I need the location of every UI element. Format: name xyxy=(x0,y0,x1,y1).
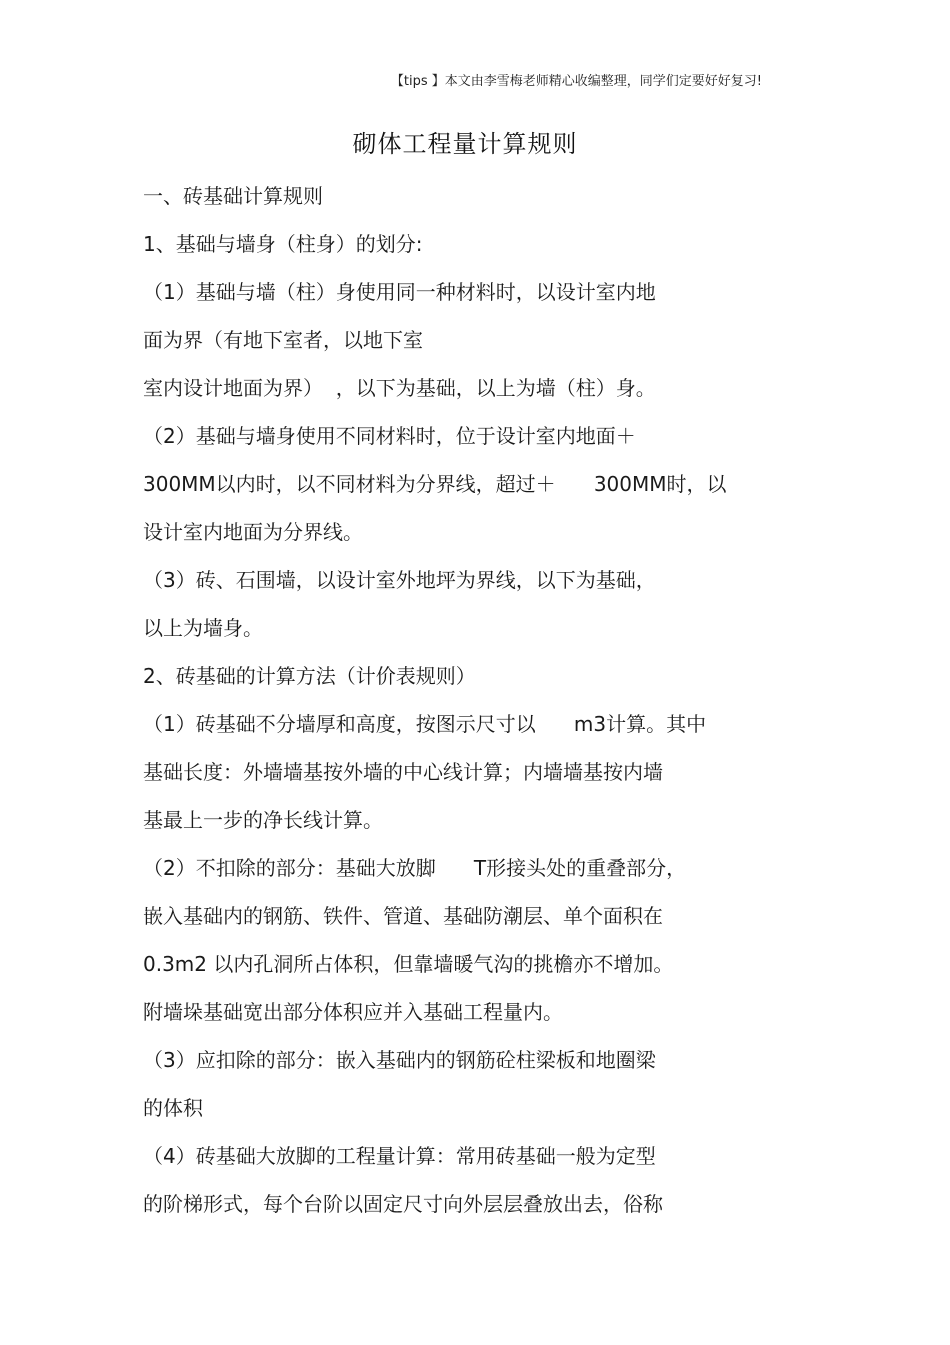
paragraph-line: 的阶梯形式，每个台阶以固定尺寸向外层层叠放出去，俗称 xyxy=(143,1192,663,1216)
paragraph-line: 基础长度：外墙墙基按外墙的中心线计算；内墙墙基按内墙 xyxy=(143,760,663,784)
paragraph-line: 以上为墙身。 xyxy=(143,616,263,640)
header-note: 【tips 】本文由李雪梅老师精心收编整理，同学们定要好好复习! xyxy=(390,74,762,89)
paragraph-line: （4）砖基础大放脚的工程量计算：常用砖基础一般为定型 xyxy=(143,1144,656,1168)
paragraph-line: 基最上一步的净长线计算。 xyxy=(143,808,383,832)
paragraph-line: 0.3m2 以内孔洞所占体积，但靠墙暖气沟的挑檐亦不增加。 xyxy=(143,952,674,976)
paragraph-line: 面为界（有地下室者，以地下室 xyxy=(143,328,423,352)
paragraph-line: 嵌入基础内的钢筋、铁件、管道、基础防潮层、单个面积在 xyxy=(143,904,663,928)
paragraph-line: 附墙垛基础宽出部分体积应并入基础工程量内。 xyxy=(143,1000,563,1024)
subsection-heading: 2、砖基础的计算方法（计价表规则） xyxy=(143,664,476,688)
paragraph-line: （3）应扣除的部分：嵌入基础内的钢筋砼柱梁板和地圈梁 xyxy=(143,1048,656,1072)
paragraph-line: （1）基础与墙（柱）身使用同一种材料时，以设计室内地 xyxy=(143,280,656,304)
paragraph-line: （2）基础与墙身使用不同材料时，位于设计室内地面＋ xyxy=(143,424,636,448)
paragraph-line: 室内设计地面为界） ，以下为基础，以上为墙（柱）身。 xyxy=(143,376,656,400)
paragraph-line: （2）不扣除的部分：基础大放脚 T形接头处的重叠部分， xyxy=(143,856,687,880)
document-title: 砌体工程量计算规则 xyxy=(352,130,578,158)
paragraph-line: 300MM以内时，以不同材料为分界线，超过＋ 300MM时，以 xyxy=(143,472,727,496)
paragraph-line: 的体积 xyxy=(143,1096,203,1120)
paragraph-line: 设计室内地面为分界线。 xyxy=(143,520,363,544)
section-heading: 一、砖基础计算规则 xyxy=(143,184,323,208)
subsection-heading: 1、基础与墙身（柱身）的划分: xyxy=(143,232,423,256)
paragraph-line: （3）砖、石围墙，以设计室外地坪为界线，以下为基础， xyxy=(143,568,656,592)
paragraph-line: （1）砖基础不分墙厚和高度，按图示尺寸以 m3计算。其中 xyxy=(143,712,707,736)
